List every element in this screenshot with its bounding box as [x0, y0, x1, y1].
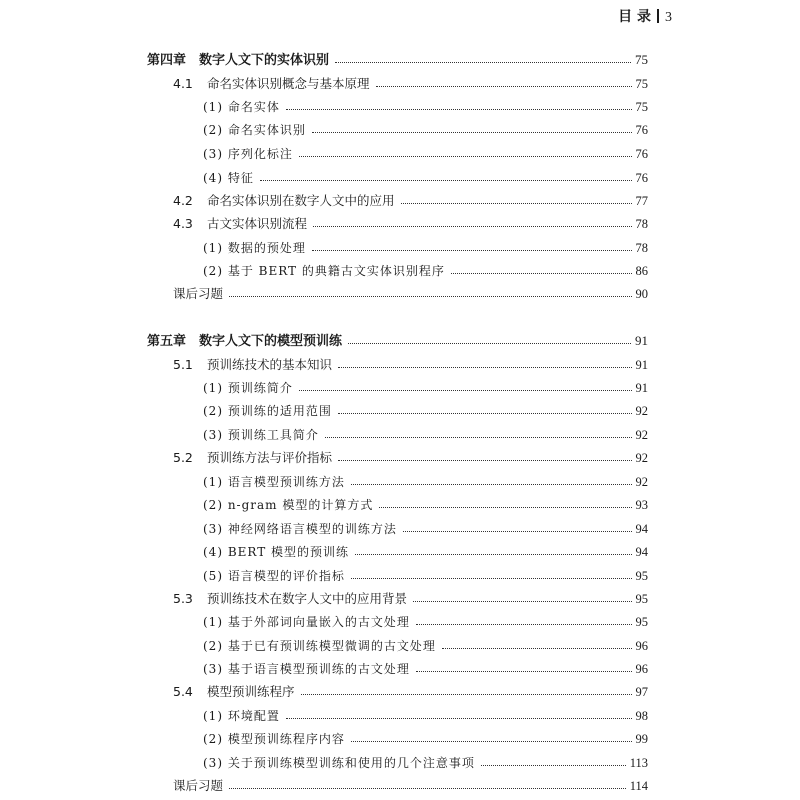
toc-page-number: 96 [635, 639, 648, 653]
toc-section-title: 预训练技术的基本知识 [207, 357, 333, 372]
toc-exercises-row [173, 776, 648, 796]
dot-leader [442, 648, 632, 649]
dot-leader [312, 132, 632, 133]
dot-leader [335, 62, 631, 63]
dot-leader [355, 554, 631, 555]
toc-item-row [203, 659, 648, 679]
toc-entry-label [173, 682, 295, 702]
toc-page-number: 96 [635, 662, 648, 676]
toc-page-number: 75 [635, 100, 648, 114]
toc-entry-label: (5) 语言模型的评价指标 [203, 569, 345, 583]
toc-page-number: 90 [635, 287, 648, 301]
dot-leader [260, 180, 632, 181]
dot-leader [312, 250, 632, 251]
toc-entry-label: (1) 数据的预处理 [203, 241, 306, 255]
toc-item-row [203, 261, 648, 281]
dot-leader [401, 203, 632, 204]
toc-page-number: 98 [635, 709, 648, 723]
toc-page-number: 113 [629, 756, 648, 770]
toc-page-number: 95 [635, 615, 648, 629]
toc-page-number: 91 [635, 381, 648, 395]
toc-item-row [203, 636, 648, 656]
dot-leader [229, 296, 631, 297]
toc-section-title: 预训练技术在数字人文中的应用背景 [207, 591, 408, 606]
toc-page-number: 92 [635, 451, 648, 465]
toc-page-number: 75 [635, 77, 648, 91]
toc-section-title: 模型预训练程序 [207, 684, 295, 699]
toc-page-number: 78 [635, 241, 648, 255]
toc-entry-label: (2) 基于已有预训练模型微调的古文处理 [203, 639, 436, 653]
toc-page-number: 86 [635, 264, 648, 278]
dot-leader [413, 601, 631, 602]
dot-leader [351, 484, 632, 485]
toc-entry-label: (1) 环境配置 [203, 709, 280, 723]
toc-item-row [203, 495, 648, 515]
toc-section-number: 5.1 [173, 357, 193, 372]
toc-item-row [203, 97, 648, 117]
toc-page-number: 99 [635, 732, 648, 746]
toc-section-row [173, 589, 648, 609]
toc-item-row [203, 753, 648, 773]
toc-entry-label: (3) 序列化标注 [203, 147, 293, 161]
running-head-title: 目 录 [618, 9, 651, 25]
toc-section-number: 5.3 [173, 591, 193, 606]
toc-entry-label: (3) 神经网络语言模型的训练方法 [203, 522, 397, 536]
toc-item-row [203, 566, 648, 586]
dot-leader [286, 718, 632, 719]
toc-section-number: 4.2 [173, 193, 193, 208]
toc-page-number: 97 [635, 685, 648, 699]
dot-leader [379, 507, 631, 508]
toc-section-title: 古文实体识别流程 [207, 216, 308, 231]
dot-leader [325, 437, 632, 438]
toc-item-row [203, 425, 648, 445]
toc-section-number: 4.3 [173, 216, 193, 231]
toc-entry-label: (2) 基于 BERT 的典籍古文实体识别程序 [203, 264, 445, 278]
toc-entry-label: (2) 预训练的适用范围 [203, 404, 332, 418]
toc-page-number: 94 [635, 522, 648, 536]
toc-entry-label: 课后习题 [173, 778, 224, 793]
toc-section-number: 5.2 [173, 450, 193, 465]
toc-page-number: 95 [635, 592, 648, 606]
toc-page-number: 92 [635, 428, 648, 442]
toc-entry-label: (2) 命名实体识别 [203, 123, 306, 137]
dot-leader [299, 156, 632, 157]
dot-leader [286, 109, 632, 110]
toc-page-number: 95 [635, 569, 648, 583]
toc-entry-label: (4) BERT 模型的预训练 [203, 545, 350, 559]
dot-leader [351, 578, 632, 579]
toc-section-number: 5.4 [173, 684, 193, 699]
toc-section-title: 预训练方法与评价指标 [207, 450, 333, 465]
dot-leader [351, 741, 632, 742]
toc-page-number: 92 [635, 404, 648, 418]
toc-page-number: 114 [629, 779, 648, 793]
dot-leader [313, 226, 631, 227]
toc-entry-label: (3) 预训练工具简介 [203, 428, 319, 442]
toc-entry-label [173, 214, 307, 234]
toc-section-row [173, 682, 648, 702]
toc-item-row [203, 542, 648, 562]
toc-entry-label: (1) 语言模型预训练方法 [203, 475, 345, 489]
toc-page-number: 78 [635, 217, 648, 231]
toc-item-row [203, 519, 648, 539]
toc-page-number: 91 [635, 358, 648, 372]
toc-entry-label [173, 191, 395, 211]
dot-leader [451, 273, 632, 274]
toc-entry-label [173, 355, 332, 375]
toc-item-row [203, 238, 648, 258]
toc-item-row [203, 378, 648, 398]
dot-leader [348, 343, 631, 344]
dot-leader [403, 531, 632, 532]
dot-leader [481, 765, 626, 766]
toc-item-row [203, 120, 648, 140]
toc-page-number: 75 [635, 52, 648, 67]
toc-item-row [203, 612, 648, 632]
toc-entry-label: (2) n-gram 模型的计算方式 [203, 498, 374, 512]
toc-section-number: 4.1 [173, 76, 193, 91]
toc-item-row [203, 144, 648, 164]
dot-leader [338, 413, 632, 414]
toc-section-title: 命名实体识别在数字人文中的应用 [207, 193, 395, 208]
toc-entry-label: (2) 模型预训练程序内容 [203, 732, 345, 746]
toc-section-row [173, 448, 648, 468]
dot-leader [301, 694, 632, 695]
toc-entry-label [173, 448, 332, 468]
toc-page-number: 77 [635, 194, 648, 208]
dot-leader [416, 671, 632, 672]
toc-page-number: 76 [635, 147, 648, 161]
toc-exercises-row [173, 284, 648, 304]
toc-page-number: 76 [635, 171, 648, 185]
toc-entry-label: (3) 基于语言模型预训练的古文处理 [203, 662, 410, 676]
toc-entry-label: (1) 基于外部词向量嵌入的古文处理 [203, 615, 410, 629]
dot-leader [338, 460, 631, 461]
dot-leader [299, 390, 632, 391]
toc-entry-label: (1) 预训练简介 [203, 381, 293, 395]
toc-page-number: 76 [635, 123, 648, 137]
dot-leader [376, 86, 632, 87]
toc-page-number: 92 [635, 475, 648, 489]
toc-chapter-row [147, 331, 648, 351]
toc-item-row [203, 472, 648, 492]
toc-page-number: 94 [635, 545, 648, 559]
toc-entry-label: (4) 特征 [203, 171, 254, 185]
toc-section-title: 命名实体识别概念与基本原理 [207, 76, 370, 91]
toc-page-number: 93 [635, 498, 648, 512]
toc-item-row [203, 706, 648, 726]
toc-page-number: 91 [635, 333, 648, 348]
toc-section-row [173, 191, 648, 211]
toc-item-row [203, 729, 648, 749]
toc-item-row [203, 401, 648, 421]
toc-entry-label: 第四章 数字人文下的实体识别 [147, 53, 330, 68]
toc-entry-label: (1) 命名实体 [203, 100, 280, 114]
toc-section-row [173, 74, 648, 94]
running-head-page-number: 3 [665, 10, 672, 25]
toc-item-row [203, 168, 648, 188]
toc-entry-label: 课后习题 [173, 286, 224, 301]
toc-entry-label: 第五章 数字人文下的模型预训练 [147, 334, 343, 349]
dot-leader [338, 367, 631, 368]
toc-entry-label [173, 74, 370, 94]
toc-chapter-row [147, 50, 648, 70]
dot-leader [416, 624, 632, 625]
toc-section-row [173, 355, 648, 375]
dot-leader [229, 788, 626, 789]
toc-section-row [173, 214, 648, 234]
toc-entry-label: (3) 关于预训练模型训练和使用的几个注意事项 [203, 756, 475, 770]
toc-entry-label [173, 589, 407, 609]
